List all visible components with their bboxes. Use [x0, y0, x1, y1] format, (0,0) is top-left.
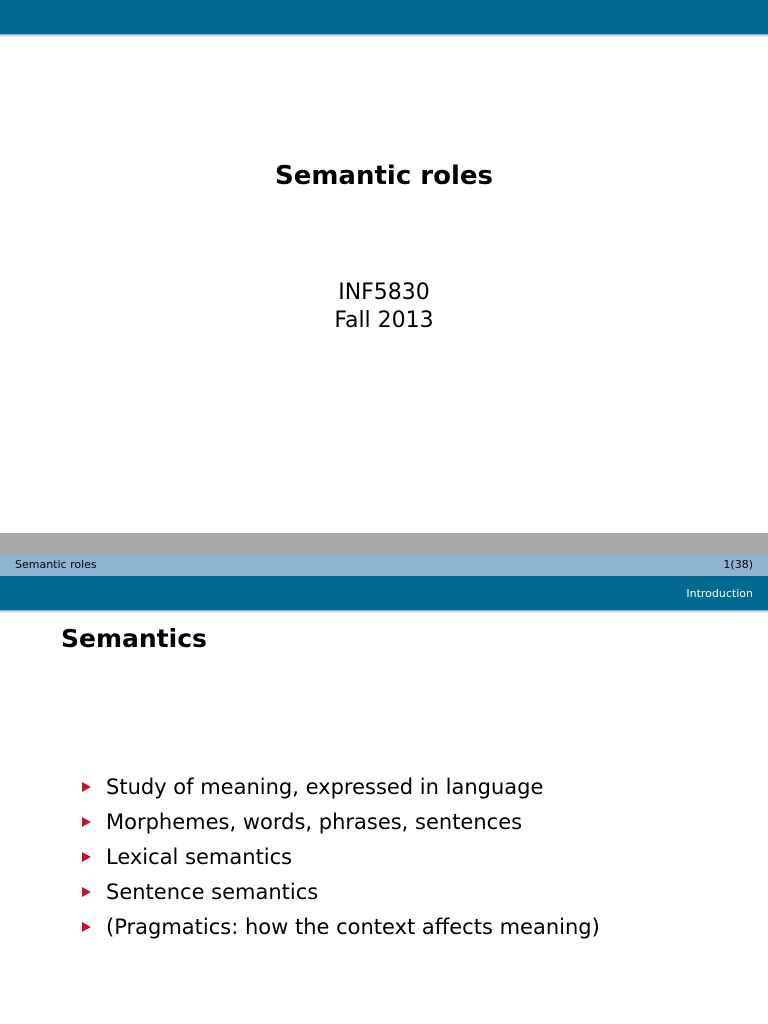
list-item-text: Sentence semantics: [106, 880, 319, 904]
header-shadow: [0, 34, 768, 37]
triangle-bullet-icon: [82, 817, 91, 827]
footer-title: Semantic roles: [15, 558, 97, 571]
footer-bar: [0, 554, 768, 576]
triangle-bullet-icon: [82, 887, 91, 897]
header-shadow: [0, 610, 768, 613]
list-item-text: Morphemes, words, phrases, sentences: [106, 810, 523, 834]
footer-page-number: 1(38): [723, 558, 753, 571]
content-slide: [0, 576, 768, 1024]
list-item-text: Lexical semantics: [106, 845, 293, 869]
triangle-bullet-icon: [82, 922, 91, 932]
slide-title: Semantics: [61, 624, 207, 653]
course-code: INF5830: [338, 280, 430, 305]
slide-title: Semantic roles: [274, 161, 494, 191]
list-item-text: Study of meaning, expressed in language: [106, 775, 544, 799]
header-bar: [0, 576, 768, 610]
triangle-bullet-icon: [82, 852, 91, 862]
footer-grey-bar: [0, 533, 768, 554]
section-name: Introduction: [686, 587, 753, 600]
triangle-bullet-icon: [82, 782, 91, 792]
list-item-text: (Pragmatics: how the context affects meaning): [106, 915, 600, 939]
header-bar: [0, 0, 768, 34]
course-term: Fall 2013: [334, 308, 434, 333]
